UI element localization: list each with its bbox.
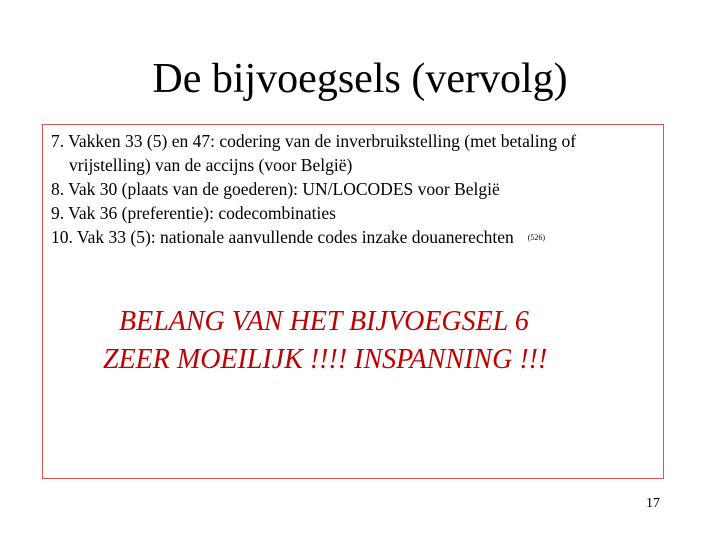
emphasis-text	[103, 303, 663, 379]
list-item-10-note: (526)	[527, 233, 546, 242]
list-item-9: 9. Vak 36 (preferentie): codecombinaties	[51, 203, 336, 223]
list-item-10	[51, 225, 661, 250]
list-item-8: 8. Vak 30 (plaats van de goederen): UN/LOCODES voor België	[51, 179, 500, 199]
content-box	[42, 124, 664, 479]
slide-title: De bijvoegsels (vervolg)	[152, 56, 568, 102]
emphasis-line-1: BELANG VAN HET BIJVOEGSEL 6	[119, 306, 529, 337]
list-item-10-text: 10. Vak 33 (5): nationale aanvullende codes inzake douanerechten	[51, 227, 514, 247]
emphasis-line-2: ZEER MOEILIJK !!!! INSPANNING !!!	[103, 344, 548, 375]
list-item-7: 7. Vakken 33 (5) en 47: codering van de inverbruikstelling (met betaling of	[51, 131, 577, 151]
list-item-7-continuation: vrijstelling) van de accijns (voor België)	[69, 155, 353, 175]
page-number: 17	[646, 496, 660, 511]
item-list	[51, 129, 661, 250]
